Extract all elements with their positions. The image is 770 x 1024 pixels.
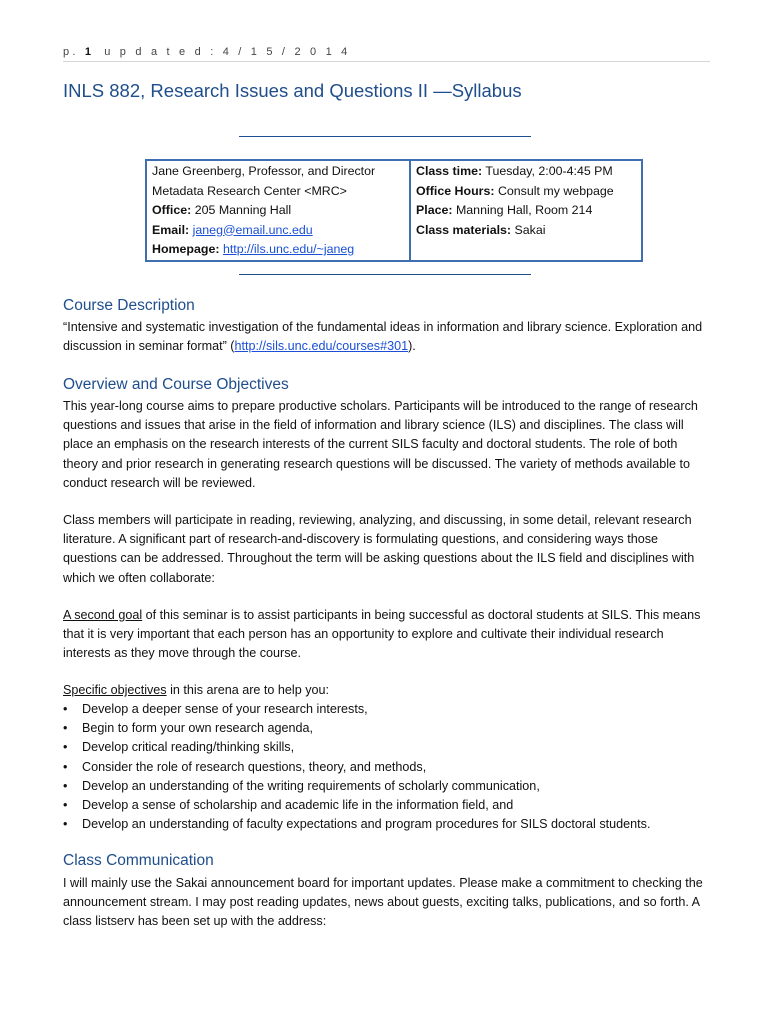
instructor-name: Jane Greenberg, Professor, and Director — [152, 164, 376, 178]
list-item — [63, 796, 723, 815]
list-item — [63, 738, 723, 757]
course-info-table — [145, 159, 643, 262]
page-label: p. — [63, 46, 79, 58]
second-goal-paragraph — [63, 606, 713, 664]
research-center: Metadata Research Center <MRC> — [152, 183, 347, 198]
place-value: Manning Hall, Room 214 — [455, 203, 593, 217]
email-label: Email: — [152, 222, 190, 237]
class-info-cell — [410, 160, 642, 261]
page-header — [63, 46, 710, 62]
materials-label: Class materials: — [416, 222, 512, 237]
second-goal-lead: A second goal — [63, 608, 143, 622]
office-hours-label: Office Hours: — [416, 183, 495, 198]
homepage-link[interactable]: http://ils.unc.edu/~janeg — [222, 242, 355, 256]
place-line — [416, 201, 636, 221]
bullet-icon: • — [63, 798, 68, 813]
bullet-icon: • — [63, 702, 68, 716]
page-number: 1 — [84, 46, 92, 58]
list-item-text: Develop critical reading/thinking skills, — [82, 740, 295, 755]
class-time-label: Class time: — [416, 164, 483, 178]
homepage-line — [152, 240, 404, 260]
bullet-icon: • — [63, 759, 68, 774]
course-catalog-link[interactable]: http://sils.unc.edu/courses#301 — [234, 339, 409, 354]
bullet-icon: • — [63, 740, 68, 755]
bullet-icon: • — [63, 817, 68, 832]
overview-heading: Overview and Course Objectives — [63, 376, 289, 393]
list-item — [63, 700, 723, 719]
instructor-info-cell — [146, 160, 410, 261]
specific-objectives-intro — [63, 681, 713, 700]
materials-value: Sakai — [514, 222, 546, 237]
list-item-text: Develop a sense of scholarship and academic life in the information field, and — [82, 798, 514, 813]
list-item — [63, 758, 723, 777]
list-item-text: Develop an understanding of faculty expectations and program procedures for SILS doctoral students. — [82, 817, 651, 832]
updated-date: u p d a t e d : 4 / 1 5 / 2 0 1 4 — [104, 46, 351, 58]
second-goal-text: of this seminar is to assist participants in being successful as doctoral students at SILS. This means that it is very important that each person has an opportunity to explore and cultivate their individual research interests as they move through the course. — [63, 608, 701, 661]
course-description-close: ). — [408, 339, 416, 354]
class-time-line — [416, 162, 636, 182]
list-item-text: Develop a deeper sense of your research interests, — [82, 702, 368, 716]
office-value: 205 Manning Hall — [194, 203, 292, 217]
list-item — [63, 777, 723, 796]
divider-rule-top — [239, 136, 531, 137]
course-description-quote: “Intensive and systematic investigation of the fundamental ideas in information and library science. Exploration and discussion in seminar format” ( — [63, 320, 703, 354]
course-description-heading: Course Description — [63, 297, 195, 314]
class-communication-text: I will mainly use the Sakai announcement board for important updates. Please make a commitment to checking the announcement stream. I may post reading updates, news about guests, exciting talks, publications, and so forth. A class listserv has been set up with the address: — [63, 876, 703, 929]
email-line — [152, 221, 404, 241]
class-communication-heading: Class Communication — [63, 852, 214, 869]
class-time-value: Tuesday, 2:00-4:45 PM — [485, 164, 613, 178]
list-item-text: Consider the role of research questions, theory, and methods, — [82, 759, 427, 774]
document-title: INLS 882, Research Issues and Questions II —Syllabus — [63, 80, 522, 101]
course-description-text — [63, 318, 713, 356]
list-item — [63, 719, 723, 738]
bullet-icon: • — [63, 778, 68, 793]
office-hours-line — [416, 182, 636, 202]
office-hours-value: Consult my webpage — [497, 183, 614, 198]
email-link[interactable]: janeg@email.unc.edu — [192, 222, 313, 237]
materials-line — [416, 221, 636, 241]
objectives-list — [63, 700, 723, 834]
office-label: Office: — [152, 203, 192, 217]
specific-objectives-text: in this arena are to help you: — [166, 683, 330, 697]
bullet-icon: • — [63, 721, 68, 736]
office-line — [152, 201, 404, 221]
divider-rule-bottom — [239, 274, 531, 275]
list-item-text: Begin to form your own research agenda, — [82, 721, 314, 736]
specific-objectives-lead: Specific objectives — [63, 683, 167, 697]
overview-paragraph-1: This year-long course aims to prepare productive scholars. Participants will be introduced to the range of research questions and issues that arise in the field of information and library science (ILS) and disciplines. The class will place an emphasis on the research interests of the current SILS faculty and doctoral students. The role of both theory and prior research in generating research questions will be discussed. The variety of methods available to conduct research will be reviewed. — [63, 399, 698, 490]
list-item-text: Develop an understanding of the writing requirements of scholarly communication, — [82, 778, 540, 793]
homepage-label: Homepage: — [152, 242, 220, 256]
list-item — [63, 815, 723, 834]
overview-paragraph-2: Class members will participate in reading, reviewing, analyzing, and discussing, in some detail, relevant research literature. A significant part of research-and-discovery is formulating questions, and considering ways those questions can be addressed. Throughout the term will be asking questions about the ILS field and disciplines with which we often collaborate: — [63, 513, 695, 585]
place-label: Place: — [416, 203, 453, 217]
